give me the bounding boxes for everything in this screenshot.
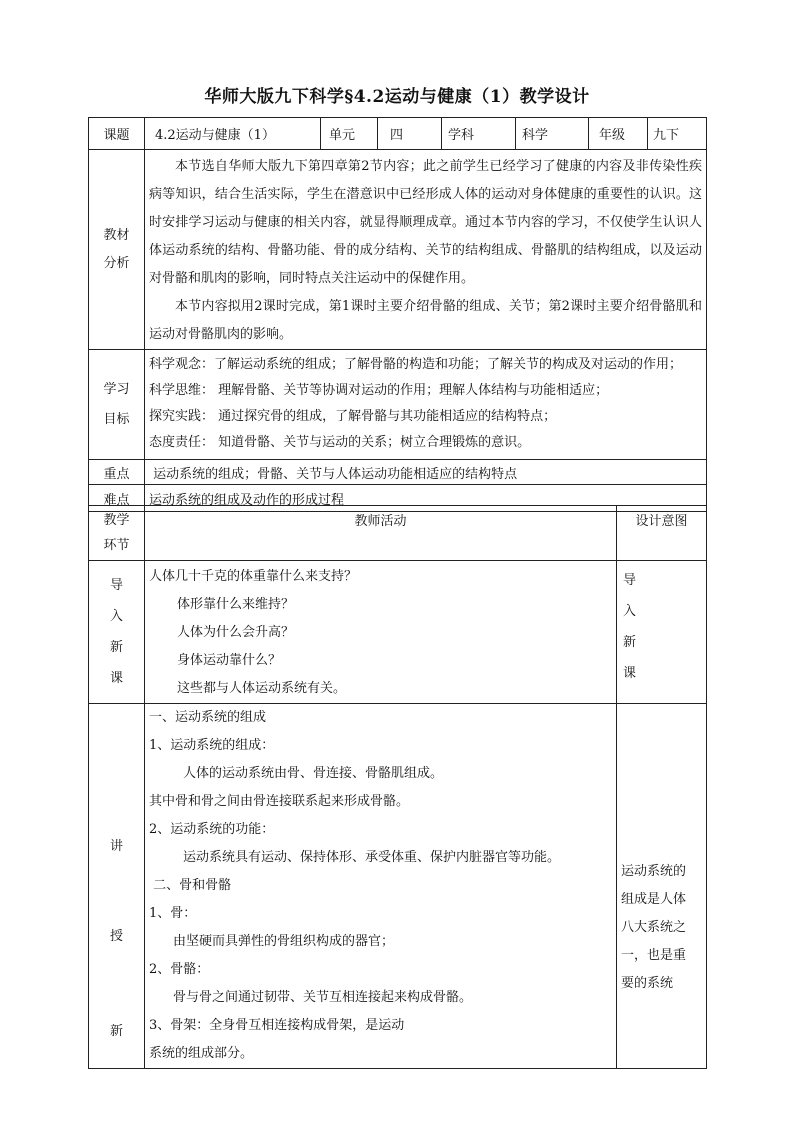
intent-line: 一，也是重 [621, 948, 687, 963]
intro-line: 人体为什么会升高？ [177, 625, 295, 640]
lecture-line: 1、运动系统的组成： [149, 738, 275, 753]
header-row [89, 118, 707, 150]
unit-label: 单元 [321, 118, 378, 150]
subject-label: 学科 [442, 118, 516, 150]
analysis-label: 教材 分析 [89, 150, 145, 350]
intent-line: 组成是人体 [621, 892, 687, 907]
info-table [88, 117, 707, 512]
lecture-line: 由坚硬而具弹性的骨组织构成的器官； [173, 934, 395, 949]
lecture-line: 1、骨： [149, 906, 197, 921]
lecture-line: 人体的运动系统由骨、骨连接、骨骼肌组成。 [183, 766, 444, 781]
analysis-content [145, 150, 707, 350]
lecture-row [89, 704, 707, 1069]
lecture-line: 其中骨和骨之间由骨连接联系起来形成骨骼。 [149, 794, 410, 809]
intent-line: 运动系统的 [621, 864, 687, 879]
design-intent-header: 设计意图 [617, 506, 707, 561]
intro-row [89, 561, 707, 704]
lecture-intent [617, 704, 707, 1069]
stage-header: 教学 环节 [89, 506, 145, 561]
lecture-stage: 讲 授 新 [89, 704, 145, 1069]
lecture-line: 系统的组成部分。 [149, 1046, 254, 1061]
process-header-row [89, 506, 707, 561]
lecture-line: 3、骨架：全身骨互相连接构成骨架，是运动 [149, 1018, 405, 1033]
lecture-line: 骨与骨之间通过韧带、关节互相连接起来构成骨骼。 [173, 990, 473, 1005]
lecture-line: 一、运动系统的组成 [149, 710, 267, 725]
analysis-paragraph-2: 本节内容拟用2课时完成，第1课时主要介绍骨骼的组成、关节；第2课时主要介绍骨骼肌和运动对骨骼肌肉的影响。 [149, 299, 702, 342]
objectives-label: 学习 目标 [89, 350, 145, 460]
teacher-activity-header: 教师活动 [145, 506, 617, 561]
intro-line: 这些都与人体运动系统有关。 [177, 681, 347, 696]
intent-line: 要的系统 [621, 976, 674, 991]
intro-stage: 导 入 新 课 [89, 561, 145, 704]
grade-label: 年级 [589, 118, 648, 150]
page-title: 华师大版九下科学§4.2运动与健康（1）教学设计 [204, 87, 590, 107]
course-value: 4.2运动与健康（1） [145, 118, 321, 150]
course-label: 课题 [89, 118, 145, 150]
key-points-value: 运动系统的组成；骨骼、关节与人体运动功能相适应的结构特点 [145, 460, 707, 485]
difficulty-value: 运动系统的组成及动作的形成过程 [145, 485, 707, 512]
intro-line: 体形靠什么来维持？ [177, 597, 295, 612]
analysis-paragraph-1: 本节选自华师大版九下第四章第2节内容；此之前学生已经学习了健康的内容及非传染性疾病等知识，结合生活实际，学生在潜意识中已经形成人体的运动对身体健康的重要性的认识。这时安排学习运动与健康的相关内容，就显得顺理成章。通过本节内容的学习，不仅使学生认识人体运动系统的结构、骨骼功能、骨的成分结构、关节的结构组成、骨骼肌的结构组成，以及运动对骨骼和肌肉的影响，同时特点关注运动中的保健作用。 [149, 159, 702, 286]
intro-intent: 导 入 新 课 [617, 561, 707, 704]
grade-value: 九下 [648, 118, 707, 150]
intro-activity [145, 561, 617, 704]
objectives-content [145, 350, 707, 460]
analysis-row [89, 150, 707, 350]
objective-line: 态度责任： 知道骨骼、关节与运动的关系；树立合理锻炼的意识。 [149, 435, 531, 450]
objective-line: 科学观念：了解运动系统的组成；了解骨骼的构造和功能；了解关节的构成及对运动的作用； [149, 357, 683, 372]
subject-value: 科学 [516, 118, 589, 150]
objective-line: 科学思维： 理解骨骼、关节等协调对运动的作用；理解人体结构与功能相适应； [149, 383, 609, 398]
difficulty-label: 难点 [89, 485, 145, 512]
intro-line: 人体几十千克的体重靠什么来支持？ [149, 569, 358, 584]
lecture-line: 运动系统具有运动、保持体形、承受体重、保护内脏器官等功能。 [183, 850, 561, 865]
lecture-activity [145, 704, 617, 1069]
lecture-line: 2、骨骼： [149, 962, 210, 977]
intent-line: 八大系统之 [621, 920, 687, 935]
lecture-line: 二、骨和骨骼 [149, 878, 232, 893]
unit-value: 四 [378, 118, 442, 150]
key-points-row [89, 460, 707, 485]
objective-line: 探究实践： 通过探究骨的组成，了解骨骼与其功能相适应的结构特点； [149, 409, 557, 424]
key-points-label: 重点 [89, 460, 145, 485]
objectives-row [89, 350, 707, 460]
intro-line: 身体运动靠什么？ [177, 653, 282, 668]
process-table [88, 505, 707, 1069]
lecture-line: 2、运动系统的功能： [149, 822, 275, 837]
